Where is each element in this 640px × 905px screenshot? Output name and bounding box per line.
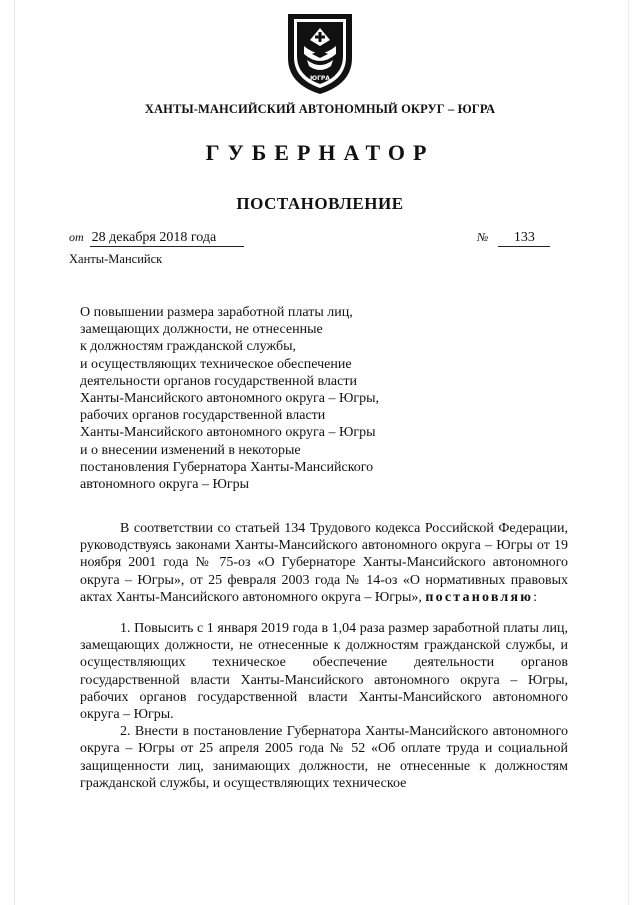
- subject-line: к должностям гражданской службы,: [80, 339, 296, 355]
- preamble-text: В соответствии со статьей 134 Трудового кодекса Российской Федерации, руководствуясь законами Ханты-Мансийского автономного округа – Югры от 19 ноября 2001 года № 75-оз «О Губернаторе Ханты-Мансийского автономного округа – Югры», от 25 февраля 2003 года № 14-оз «О нормативных правовых актах Ханты-Мансийского автономного округа – Югры»,: [80, 521, 568, 605]
- scan-edge-right: [628, 0, 629, 905]
- document-subject: [80, 304, 379, 493]
- document-type: ПОСТАНОВЛЕНИЕ: [236, 194, 404, 213]
- scan-edge-left: [14, 0, 15, 905]
- svg-text:ЮГРА: ЮГРА: [310, 75, 330, 82]
- subject-line: О повышении размера заработной платы лиц,: [80, 305, 353, 320]
- document-city: Ханты-Мансийск: [69, 252, 163, 266]
- subject-line: и о внесении изменений в некоторые: [80, 442, 301, 458]
- decree-colon: :: [533, 589, 538, 605]
- document-number: 133: [498, 230, 550, 247]
- subject-line: автономного округа – Югры: [80, 477, 249, 493]
- item-2-paragraph: 2. Внести в постановление Губернатора Ханты-Мансийского автономного округа – Югры от 25 апреля 2005 года № 52 «Об оплате труда и социальной защищенности лиц, занимающих должности, не отнесенные к должностям гражданской службы, и осуществляющих техническое: [80, 724, 568, 791]
- document-body: [80, 520, 568, 792]
- region-name: ХАНТЫ-МАНСИЙСКИЙ АВТОНОМНЫЙ ОКРУГ – ЮГРА: [144, 102, 496, 116]
- preamble-paragraph: [80, 520, 568, 606]
- subject-line: деятельности органов государственной власти: [80, 373, 357, 389]
- date-prefix: от: [69, 230, 84, 244]
- date-field: [69, 230, 244, 247]
- office-title: ГУБЕРНАТОР: [205, 140, 435, 165]
- number-prefix: №: [477, 230, 489, 244]
- document-date: 28 декабря 2018 года: [90, 230, 244, 247]
- decree-word: постановляю: [425, 589, 534, 605]
- subject-line: рабочих органов государственной власти: [80, 408, 326, 424]
- number-field: [477, 230, 550, 247]
- subject-line: Ханты-Мансийского автономного округа – Югры: [80, 425, 376, 441]
- subject-line: Ханты-Мансийского автономного округа – Югры,: [80, 391, 380, 407]
- subject-line: постановления Губернатора Ханты-Мансийского: [80, 459, 374, 475]
- coat-of-arms-icon: [282, 10, 358, 96]
- subject-line: замещающих должности, не отнесенные: [80, 322, 323, 338]
- item-1-paragraph: 1. Повысить с 1 января 2019 года в 1,04 раза размер заработной платы лиц, замещающих должности, не отнесенные к должностям гражданской службы, и осуществляющих техническое обеспечение деятельности органов государственной власти Ханты-Мансийского автономного округа – Югры, рабочих органов государственной власти Ханты-Мансийского автономного округа – Югры.: [80, 621, 568, 723]
- subject-line: и осуществляющих техническое обеспечение: [80, 356, 352, 372]
